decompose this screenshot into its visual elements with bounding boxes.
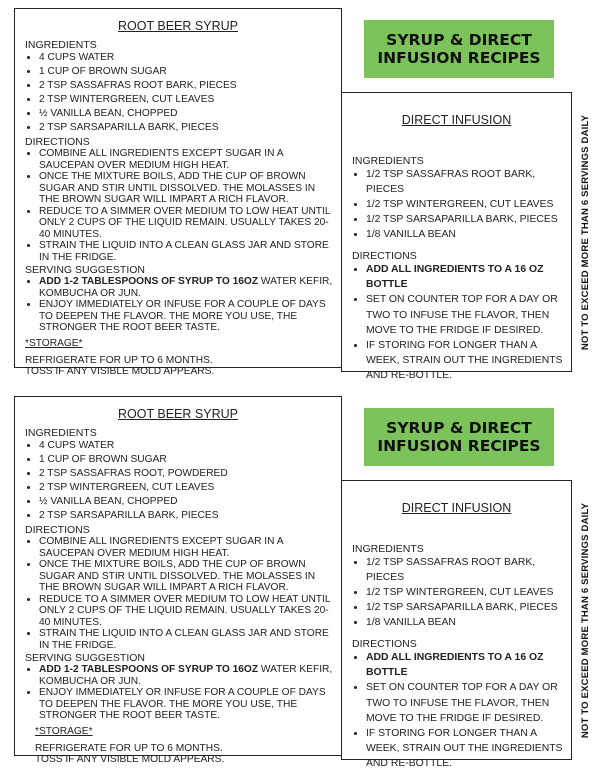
list-item — [39, 276, 333, 299]
syrup-title: ROOT BEER SYRUP — [118, 407, 238, 421]
list-item: • 1/2 TSP SASSAFRAS ROOT BARK, PIECES — [366, 555, 563, 585]
list-item: • 1/2 TSP WINTERGREEN, CUT LEAVES — [366, 197, 563, 212]
directions-label: DIRECTIONS — [352, 250, 417, 262]
list-item: • 2 TSP SARSAPARILLA BARK, PIECES — [39, 509, 333, 523]
storage-text — [15, 743, 341, 766]
list-item: • ½ VANILLA BEAN, CHOPPED — [39, 495, 333, 509]
badge-line: SYRUP & DIRECT — [386, 419, 532, 437]
list-item — [39, 664, 333, 687]
list-item: • 1/8 VANILLA BEAN — [366, 227, 563, 242]
list-item: • 1/8 VANILLA BEAN — [366, 615, 563, 630]
list-item: • 1/2 TSP WINTERGREEN, CUT LEAVES — [366, 585, 563, 600]
syrup-title: ROOT BEER SYRUP — [118, 19, 238, 33]
list-item: • COMBINE ALL INGREDIENTS EXCEPT SUGAR IN A SAUCEPAN OVER MEDIUM HIGH HEAT. — [39, 148, 333, 171]
list-item: • SET ON COUNTER TOP FOR A DAY OR TWO TO INFUSE THE FLAVOR, THEN MOVE TO THE FRIDGE IF DESIRED. — [366, 292, 563, 338]
ingredients-label: INGREDIENTS — [25, 427, 97, 439]
serving-list — [25, 664, 333, 722]
directions-list — [25, 536, 333, 651]
ingredients-label: INGREDIENTS — [352, 155, 424, 167]
list-item: • 1/2 TSP SARSAPARILLA BARK, PIECES — [366, 600, 563, 615]
list-item: • COMBINE ALL INGREDIENTS EXCEPT SUGAR IN A SAUCEPAN OVER MEDIUM HIGH HEAT. — [39, 536, 333, 559]
list-item: • 1/2 TSP SASSAFRAS ROOT BARK, PIECES — [366, 167, 563, 197]
directions-list — [25, 148, 333, 263]
storage-line: TOSS IF ANY VISIBLE MOLD APPEARS. — [25, 366, 215, 377]
ingredients-label: INGREDIENTS — [352, 543, 424, 555]
list-item: • ONCE THE MIXTURE BOILS, ADD THE CUP OF BROWN SUGAR AND STIR UNTIL DISSOLVED. THE MOLASSES IN THE BROWN SUGAR WILL IMPART A RICH FLAVOR. — [39, 559, 333, 594]
list-item: • ONCE THE MIXTURE BOILS, ADD THE CUP OF BROWN SUGAR AND STIR UNTIL DISSOLVED. THE MOLASSES IN THE BROWN SUGAR WILL IMPART A RICH FLAVOR. — [39, 171, 333, 206]
serving-text: WATER KEFIR, KOMBUCHA OR JUN. — [39, 276, 333, 299]
bold-direction: ADD ALL INGREDIENTS TO A 16 OZ BOTTLE — [366, 264, 544, 291]
ingredients-list — [352, 555, 563, 630]
recipe-card — [0, 0, 600, 380]
list-item: • IF STORING FOR LONGER THAN A WEEK, STRAIN OUT THE INGREDIENTS AND RE-BOTTLE. — [366, 338, 563, 384]
list-item: • 1 CUP OF BROWN SUGAR — [39, 453, 333, 467]
list-item: • 1/2 TSP SARSAPARILLA BARK, PIECES — [366, 212, 563, 227]
serving-text: WATER KEFIR, KOMBUCHA OR JUN. — [39, 664, 333, 687]
ingredients-list — [352, 167, 563, 242]
list-item: • 2 TSP SASSAFRAS ROOT, POWDERED — [39, 467, 333, 481]
recipe-badge — [364, 20, 554, 78]
ingredients-list — [25, 51, 333, 135]
list-item: • 2 TSP SASSAFRAS ROOT BARK, PIECES — [39, 79, 333, 93]
list-item: • 1 CUP OF BROWN SUGAR — [39, 65, 333, 79]
directions-label: DIRECTIONS — [25, 136, 90, 148]
storage-label: *STORAGE* — [25, 337, 83, 349]
badge-line: INFUSION RECIPES — [377, 437, 541, 455]
list-item: • 2 TSP WINTERGREEN, CUT LEAVES — [39, 93, 333, 107]
side-note-text: NOT TO EXCEED MORE THAN 6 SERVINGS DAILY — [580, 502, 592, 738]
recipe-badge — [364, 408, 554, 466]
storage-label: *STORAGE* — [35, 725, 93, 737]
list-item: • STRAIN THE LIQUID INTO A CLEAN GLASS JAR AND STORE IN THE FRIDGE. — [39, 240, 333, 263]
list-item: • 4 CUPS WATER — [39, 51, 333, 65]
side-note-text: NOT TO EXCEED MORE THAN 6 SERVINGS DAILY — [580, 114, 592, 350]
list-item: • STRAIN THE LIQUID INTO A CLEAN GLASS JAR AND STORE IN THE FRIDGE. — [39, 628, 333, 651]
list-item: • 2 TSP SARSAPARILLA BARK, PIECES — [39, 121, 333, 135]
directions-label: DIRECTIONS — [352, 638, 417, 650]
root-beer-syrup-panel — [14, 8, 342, 377]
list-item: • ENJOY IMMEDIATELY OR INFUSE FOR A COUPLE OF DAYS TO DEEPEN THE FLAVOR. THE MORE YOU USE, THE STRONGER THE ROOT BEER TASTE. — [39, 299, 333, 334]
badge-line: SYRUP & DIRECT — [386, 31, 532, 49]
list-item: • SET ON COUNTER TOP FOR A DAY OR TWO TO INFUSE THE FLAVOR, THEN MOVE TO THE FRIDGE IF DESIRED. — [366, 680, 563, 726]
list-item — [366, 262, 563, 292]
direct-infusion-panel — [341, 92, 572, 382]
recipe-card — [0, 388, 600, 768]
ingredients-label: INGREDIENTS — [25, 39, 97, 51]
list-item: • ENJOY IMMEDIATELY OR INFUSE FOR A COUPLE OF DAYS TO DEEPEN THE FLAVOR. THE MORE YOU USE, THE STRONGER THE ROOT BEER TASTE. — [39, 687, 333, 722]
root-beer-syrup-panel — [14, 396, 342, 765]
list-item: • REDUCE TO A SIMMER OVER MEDIUM TO LOW HEAT UNTIL ONLY 2 CUPS OF THE LIQUID REMAIN. USUALLY TAKES 20-40 MINUTES. — [39, 594, 333, 629]
serving-list — [25, 276, 333, 334]
direct-infusion-panel — [341, 480, 572, 770]
serving-bold-text: ADD 1-2 TABLESPOONS OF SYRUP TO 16OZ — [39, 664, 259, 675]
list-item: • ½ VANILLA BEAN, CHOPPED — [39, 107, 333, 121]
serving-label: SERVING SUGGESTION — [25, 652, 145, 664]
storage-line: TOSS IF ANY VISIBLE MOLD APPEARS. — [35, 754, 225, 765]
list-item: • 2 TSP WINTERGREEN, CUT LEAVES — [39, 481, 333, 495]
serving-label: SERVING SUGGESTION — [25, 264, 145, 276]
storage-text — [15, 355, 341, 378]
list-item — [366, 650, 563, 680]
bold-direction: ADD ALL INGREDIENTS TO A 16 OZ BOTTLE — [366, 652, 544, 679]
infusion-title: DIRECT INFUSION — [401, 113, 512, 127]
storage-line: REFRIGERATE FOR UP TO 6 MONTHS. — [25, 354, 213, 366]
directions-label: DIRECTIONS — [25, 524, 90, 536]
list-item: • REDUCE TO A SIMMER OVER MEDIUM TO LOW HEAT UNTIL ONLY 2 CUPS OF THE LIQUID REMAIN. USUALLY TAKES 20-40 MINUTES. — [39, 206, 333, 241]
list-item: • 4 CUPS WATER — [39, 439, 333, 453]
directions-list — [352, 650, 563, 772]
storage-line: REFRIGERATE FOR UP TO 6 MONTHS. — [35, 742, 223, 754]
serving-bold-text: ADD 1-2 TABLESPOONS OF SYRUP TO 16OZ — [39, 276, 259, 287]
ingredients-list — [25, 439, 333, 523]
directions-list — [352, 262, 563, 384]
list-item: • IF STORING FOR LONGER THAN A WEEK, STRAIN OUT THE INGREDIENTS AND RE-BOTTLE. — [366, 726, 563, 772]
badge-line: INFUSION RECIPES — [377, 49, 541, 67]
infusion-title: DIRECT INFUSION — [401, 501, 512, 515]
side-note — [576, 484, 596, 756]
side-note — [576, 96, 596, 368]
